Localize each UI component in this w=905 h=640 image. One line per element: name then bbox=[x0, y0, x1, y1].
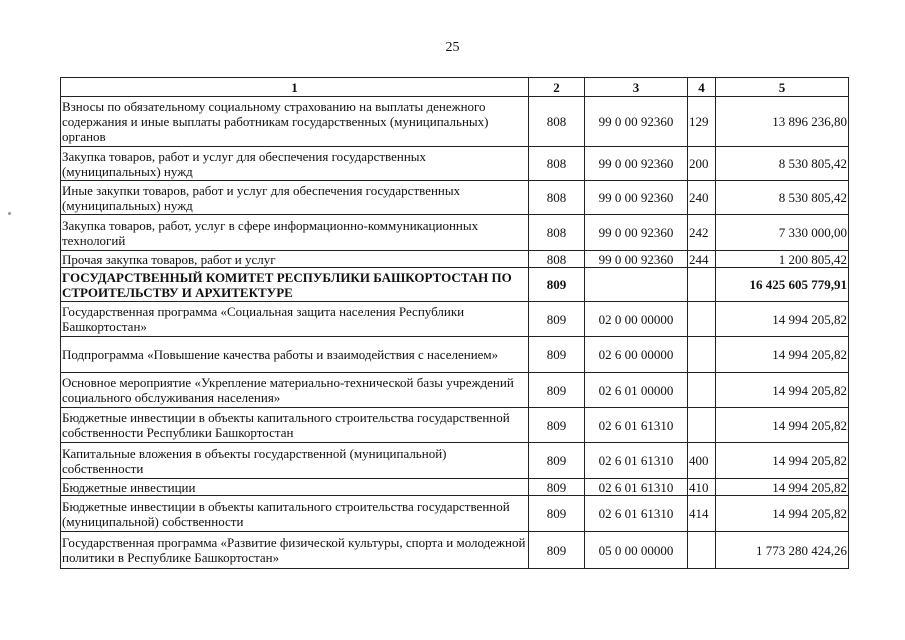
budget-table bbox=[60, 77, 849, 569]
table-row bbox=[61, 408, 849, 443]
row-expense-type bbox=[688, 373, 716, 408]
row-description: Бюджетные инвестиции в объекты капитального строительства государственной (муниципальной) собственности bbox=[61, 496, 529, 532]
row-amount: 14 994 205,82 bbox=[716, 302, 849, 337]
row-target-article: 02 6 01 61310 bbox=[585, 443, 688, 479]
row-code: 808 bbox=[529, 181, 585, 215]
col-header-2: 2 bbox=[529, 78, 585, 97]
row-expense-type bbox=[688, 532, 716, 569]
row-description: Закупка товаров, работ, услуг в сфере информационно-коммуникационных технологий bbox=[61, 215, 529, 251]
row-description: Капитальные вложения в объекты государственной (муниципальной) собственности bbox=[61, 443, 529, 479]
col-header-5: 5 bbox=[716, 78, 849, 97]
row-description: Взносы по обязательному социальному страхованию на выплаты денежного содержания и иные выплаты работникам государственных (муниципальных) органов bbox=[61, 97, 529, 147]
row-description: Основное мероприятие «Укрепление материально-технической базы учреждений социального обслуживания населения» bbox=[61, 373, 529, 408]
table-row bbox=[61, 181, 849, 215]
row-target-article: 02 6 01 61310 bbox=[585, 479, 688, 496]
row-target-article: 02 6 01 61310 bbox=[585, 496, 688, 532]
row-amount: 13 896 236,80 bbox=[716, 97, 849, 147]
row-code: 809 bbox=[529, 268, 585, 302]
row-code: 808 bbox=[529, 251, 585, 268]
row-amount: 1 200 805,42 bbox=[716, 251, 849, 268]
row-description: Иные закупки товаров, работ и услуг для обеспечения государственных (муниципальных) нужд bbox=[61, 181, 529, 215]
row-target-article: 02 6 01 00000 bbox=[585, 373, 688, 408]
row-description: Бюджетные инвестиции в объекты капитального строительства государственной собственности Республики Башкортостан bbox=[61, 408, 529, 443]
row-expense-type bbox=[688, 337, 716, 373]
row-expense-type: 200 bbox=[688, 147, 716, 181]
row-expense-type: 400 bbox=[688, 443, 716, 479]
table-row bbox=[61, 251, 849, 268]
row-amount: 14 994 205,82 bbox=[716, 408, 849, 443]
row-expense-type: 240 bbox=[688, 181, 716, 215]
row-expense-type: 242 bbox=[688, 215, 716, 251]
row-code: 809 bbox=[529, 373, 585, 408]
table-row bbox=[61, 337, 849, 373]
row-code: 808 bbox=[529, 97, 585, 147]
row-amount: 14 994 205,82 bbox=[716, 479, 849, 496]
row-description: Государственная программа «Социальная защита населения Республики Башкортостан» bbox=[61, 302, 529, 337]
table-row bbox=[61, 97, 849, 147]
row-target-article: 02 6 00 00000 bbox=[585, 337, 688, 373]
table-body bbox=[61, 97, 849, 569]
row-amount: 14 994 205,82 bbox=[716, 443, 849, 479]
row-expense-type bbox=[688, 408, 716, 443]
row-target-article: 05 0 00 00000 bbox=[585, 532, 688, 569]
row-amount: 14 994 205,82 bbox=[716, 373, 849, 408]
row-expense-type: 414 bbox=[688, 496, 716, 532]
row-target-article: 02 6 01 61310 bbox=[585, 408, 688, 443]
row-target-article: 99 0 00 92360 bbox=[585, 147, 688, 181]
row-target-article bbox=[585, 268, 688, 302]
row-amount: 14 994 205,82 bbox=[716, 496, 849, 532]
row-amount: 8 530 805,42 bbox=[716, 147, 849, 181]
table-row bbox=[61, 496, 849, 532]
row-target-article: 99 0 00 92360 bbox=[585, 97, 688, 147]
table-row bbox=[61, 443, 849, 479]
header-row bbox=[61, 78, 849, 97]
row-expense-type: 410 bbox=[688, 479, 716, 496]
table-row bbox=[61, 147, 849, 181]
row-code: 809 bbox=[529, 496, 585, 532]
row-target-article: 02 0 00 00000 bbox=[585, 302, 688, 337]
table-row bbox=[61, 302, 849, 337]
row-code: 809 bbox=[529, 532, 585, 569]
row-description: Государственная программа «Развитие физической культуры, спорта и молодежной политики в Республике Башкортостан» bbox=[61, 532, 529, 569]
row-code: 808 bbox=[529, 215, 585, 251]
row-expense-type: 129 bbox=[688, 97, 716, 147]
row-code: 809 bbox=[529, 337, 585, 373]
row-description: Прочая закупка товаров, работ и услуг bbox=[61, 251, 529, 268]
row-code: 809 bbox=[529, 302, 585, 337]
row-amount: 8 530 805,42 bbox=[716, 181, 849, 215]
row-expense-type bbox=[688, 302, 716, 337]
row-target-article: 99 0 00 92360 bbox=[585, 181, 688, 215]
row-amount: 7 330 000,00 bbox=[716, 215, 849, 251]
row-description: Закупка товаров, работ и услуг для обеспечения государственных (муниципальных) нужд bbox=[61, 147, 529, 181]
row-code: 809 bbox=[529, 408, 585, 443]
row-code: 808 bbox=[529, 147, 585, 181]
row-description: Бюджетные инвестиции bbox=[61, 479, 529, 496]
row-target-article: 99 0 00 92360 bbox=[585, 215, 688, 251]
row-description: Подпрограмма «Повышение качества работы и взаимодействия с населением» bbox=[61, 337, 529, 373]
table-row bbox=[61, 532, 849, 569]
table-row bbox=[61, 373, 849, 408]
col-header-4: 4 bbox=[688, 78, 716, 97]
col-header-3: 3 bbox=[585, 78, 688, 97]
row-amount: 14 994 205,82 bbox=[716, 337, 849, 373]
row-target-article: 99 0 00 92360 bbox=[585, 251, 688, 268]
row-amount: 16 425 605 779,91 bbox=[716, 268, 849, 302]
table-row bbox=[61, 215, 849, 251]
col-header-1: 1 bbox=[61, 78, 529, 97]
row-expense-type bbox=[688, 268, 716, 302]
page-number: 25 bbox=[445, 40, 460, 55]
row-expense-type: 244 bbox=[688, 251, 716, 268]
row-code: 809 bbox=[529, 443, 585, 479]
scan-speck bbox=[8, 212, 11, 215]
table-row bbox=[61, 479, 849, 496]
row-description: ГОСУДАРСТВЕННЫЙ КОМИТЕТ РЕСПУБЛИКИ БАШКОРТОСТАН ПО СТРОИТЕЛЬСТВУ И АРХИТЕКТУРЕ bbox=[61, 268, 529, 302]
row-code: 809 bbox=[529, 479, 585, 496]
row-amount: 1 773 280 424,26 bbox=[716, 532, 849, 569]
table-row bbox=[61, 268, 849, 302]
